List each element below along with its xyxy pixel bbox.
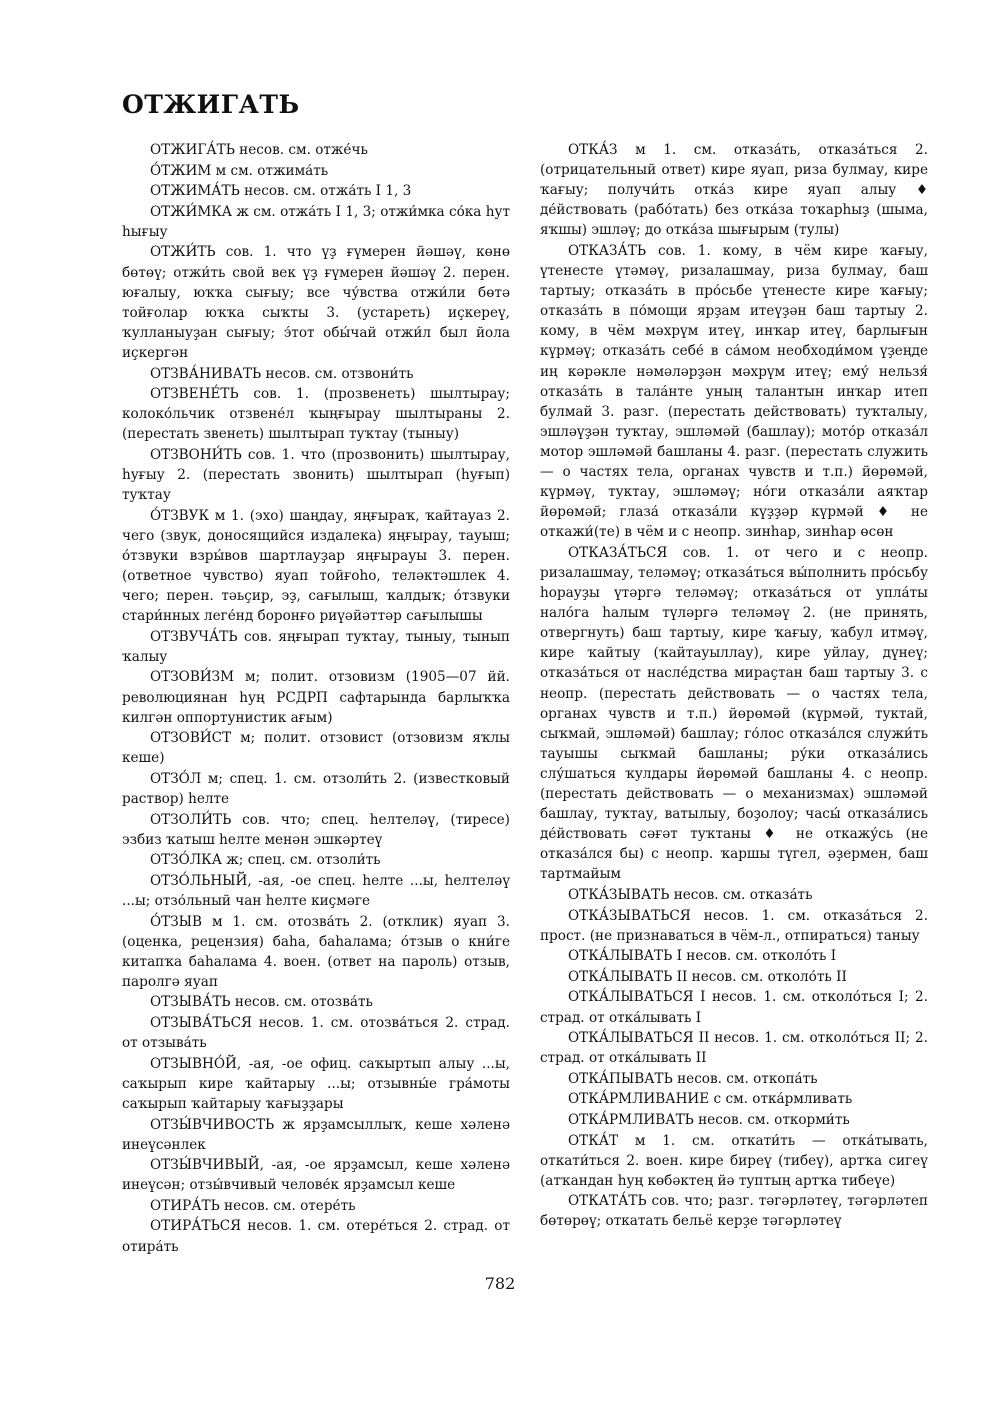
- dictionary-entry: ОТЖИМА́ТЬ несов. см. отжа́ть I 1, 3: [150, 183, 412, 200]
- dictionary-entry: О́ТЗЫВ м 1. см. отозва́ть 2. (отклик) яуап 3. (оценка, рецензия) баһа, баһалама; о́тзыв о кни́ге китапҡа баһалама 4. воен. (ответ на пароль) отзыв, паролгә яуап: [122, 913, 510, 990]
- dictionary-entry: ОТКА́Т м 1. см. откати́ть — отка́тывать, откати́ться 2. воен. кире биреү (тибеү), артҡа сигеү (атҡандан һуң көбәктең йә туптың артҡа тибеүе): [540, 1132, 928, 1189]
- dictionary-entry: ОТКА́З м 1. см. отказа́ть, отказа́ться 2. (отрицательный ответ) кире яуап, риза булмау, кире ҡағыу; получи́ть отка́з кире яуап алыу ♦ де́йствовать (рабо́тать) без отка́за тоҡарһыҙ (шыма, яҡшы) эшләү; до отка́за шығырым (тулы): [540, 142, 928, 239]
- left-column: [122, 140, 510, 1257]
- dictionary-entry: ОТКА́РМЛИВАНИЕ с см. отка́рмливать: [568, 1091, 853, 1108]
- dictionary-entry: ОТЗОВИ́СТ м; полит. отзовист (отзовизм яҡлы кеше): [122, 730, 510, 767]
- dictionary-entry: О́ТЗВУК м 1. (эхо) шаңдау, яңғыраҡ, ҡайтауаз 2. чего (звук, доносящийся издалека) яңғырау, тауыш; о́тзвуки взры́вов шартлауҙар яңғырауы 3. перен. (ответное чувство) яуап тойғоһо, теләктәшлек 4. чего; перен. тәьҫир, эҙ, сағылыш, ҡалдыҡ; о́тзвуки стари́нных леге́нд боронғо риүәйәттәр сағылышы: [122, 507, 510, 625]
- dictionary-entry: ОТЗВЕНЕ́ТЬ сов. 1. (прозвенеть) шылтырау; колоко́льчик отзвене́л ҡыңғырау шылтыраны 2. (перестать звенеть) шылтырап туҡтау (тыныу): [122, 386, 510, 443]
- dictionary-entry: ОТЗЫ́ВЧИВЫЙ, -ая, -ое ярҙамсыл, кеше хәленә инеүсән; отзы́вчивый челове́к ярҙамсыл кеше: [122, 1157, 510, 1194]
- dictionary-entry: ОТЗВА́НИВАТЬ несов. см. отзвони́ть: [150, 365, 414, 382]
- dictionary-entry: ОТКА́ЛЫВАТЬСЯ II несов. 1. см. отколо́ться II; 2. страд. от отка́лывать II: [540, 1030, 928, 1067]
- dictionary-entry: ОТКА́РМЛИВАТЬ несов. см. откорми́ть: [568, 1112, 850, 1128]
- dictionary-entry: ОТЗЫВНО́Й, -ая, -ое офиц. саҡыртып алыу ...ы, саҡырып кире ҡайтарыу ...ы; отзывны́е гра́моты саҡырып ҡайтарыу ҡағыҙҙары: [122, 1055, 510, 1112]
- dictionary-entry: ОТЗОВИ́ЗМ м; полит. отзовизм (1905—07 йй. революциянан һуң РСДРП сафтарында барлыҡҡа килгән оппортунистик ағым): [122, 669, 510, 726]
- dictionary-entry: ОТКА́ЗЫВАТЬ несов. см. отказа́ть: [568, 886, 813, 903]
- dictionary-entry: ОТКА́ЛЫВАТЬ I несов. см. отколо́ть I: [568, 948, 837, 965]
- dictionary-entry: ОТЖИГА́ТЬ несов. см. отже́чь: [150, 142, 368, 158]
- dictionary-entry: ОТЗО́ЛКА ж; спец. см. отзоли́ть: [150, 852, 381, 869]
- dictionary-entry: ОТКАТА́ТЬ сов. что; разг. тәгәрләтеү, тәгәрләтеп бөтөрөү; откатать бельё керҙе тәгәрләтеү: [540, 1193, 928, 1230]
- right-column: [540, 140, 928, 1232]
- dictionary-entry: ОТКА́ЗЫВАТЬСЯ несов. 1. см. отказа́ться 2. прост. (не признаваться в чём-л., отпираться) таныу: [540, 907, 928, 944]
- dictionary-entry: ОТИРА́ТЬСЯ несов. 1. см. отере́ться 2. страд. от отира́ть: [122, 1218, 510, 1255]
- dictionary-entry: ОТКА́ЛЫВАТЬ II несов. см. отколо́ть II: [568, 968, 847, 985]
- dictionary-entry: ОТЗВУЧА́ТЬ сов. яңғырап туҡтау, тыныу, тынып ҡалыу: [122, 628, 510, 665]
- dictionary-entry: ОТЗЫВА́ТЬСЯ несов. 1. см. отозва́ться 2. страд. от отзыва́ть: [122, 1015, 510, 1052]
- dictionary-entry: ОТКАЗА́ТЬ сов. 1. кому, в чём кире ҡағыу, үтенесте үтәмәү, ризалашмау, риза булмау, баш тартыу; отказа́ть в про́сьбе үтенесте кире ҡағыу; отказа́ть в по́мощи ярҙам итеүҙән баш тартыу 2. кому, в чём мәхрүм итеү, инҡар итеү, барлығын күрмәү; отказа́ть себе́ в са́мом необходи́мом үҙеңде иң кәрәкле нәмәләрҙән мәхрүм итеү; ему́ нельзя́ отказа́ть в тала́нте уның талантын инҡар итеп булмай 3. разг. (перестать действовать) туҡталыу, эшләүҙән туҡтау, эшләмәй (башлау); мото́р отказа́л мотор эшләмәй башланы 4. разг. (перестать служить — о частях тела, органах чувств и т.п.) йөрөмәй, күрмәү, туктау, эшләмәү; но́ги отказа́ли аяҡтар йөрөмәй; глаза́ отказа́ли күҙҙәр күрмәй ♦ не откажи́(те) в чём и с неопр. зинһар, зинһар өсөн: [540, 242, 928, 541]
- dictionary-entry: ОТЖИ́МКА ж см. отжа́ть I 1, 3; отжи́мка со́ка һут һығыу: [122, 203, 510, 240]
- dictionary-entry: ОТКА́ЛЫВАТЬСЯ I несов. 1. см. отколо́ться I; 2. страд. от отка́лывать I: [540, 989, 928, 1026]
- dictionary-entry: О́ТЖИМ м см. отжима́ть: [150, 162, 329, 179]
- dictionary-entry: ОТЗВОНИ́ТЬ сов. 1. что (прозвонить) шылтырау, һуғыу 2. (перестать звонить) шылтырап (һуғып) туҡтау: [122, 446, 510, 504]
- dictionary-entry: ОТЗО́Л м; спец. 1. см. отзоли́ть 2. (известковый раствор) һелте: [122, 770, 510, 807]
- page-number: 782: [484, 1274, 516, 1293]
- dictionary-entry: ОТЖИ́ТЬ сов. 1. что үҙ ғүмерен йәшәү, көнө бөтөү; отжи́ть свой век үҙ ғүмерен йәшәү 2. перен. юғалыу, юҡҡа сығыу; все чу́вства отжи́ли бөтә тойғолар юҡҡа сыҡты 3. (устареть) иҫкереү, ҡулланыуҙан сығыу; э́тот обы́чай отжи́л был йола иҫкергән: [122, 244, 510, 361]
- dictionary-entry: ОТЗЫ́ВЧИВОСТЬ ж ярҙамсыллыҡ, кеше хәленә инеүсәнлек: [122, 1116, 510, 1153]
- dictionary-entry: ОТЗЫВА́ТЬ несов. см. отозва́ть: [150, 994, 373, 1011]
- dictionary-entry: ОТИРА́ТЬ несов. см. отере́ть: [150, 1197, 356, 1214]
- page-header: ОТЖИГАТЬ: [122, 90, 300, 119]
- dictionary-entry: ОТЗО́ЛЬНЫЙ, -ая, -ое спец. һелте ...ы, һелтеләү ...ы; отзо́льный чан һелте киҫмәге: [122, 872, 510, 909]
- dictionary-entry: ОТКА́ПЫВАТЬ несов. см. откопа́ть: [568, 1070, 818, 1087]
- dictionary-entry: ОТКАЗА́ТЬСЯ сов. 1. от чего и с неопр. ризалашмау, теләмәү; отказа́ться вы́полнить про́сьбу һорауҙы үтәргә теләмәү; отказа́ться от упла́ты нало́га һалым түләргә теләмәү 2. (не принять, отвергнуть) баш тартыу, кире ҡағыу, ҡабул итмәү, кире ҡайтыу (ҡайтауыллау), кире уйлау, дүнеү; отказа́ться от насле́дства мираҫтан баш тартыу 3. с неопр. (перестать действовать — о частях тела, органах чувств и т.п.) йөрөмәй (күрмәй, туктай, сыҡмай, эшләмәй) башлау; го́лос отказа́лся служи́ть тауышы сыҡмай башланы; ру́ки отказа́лись слу́шаться ҡулдары йөрөмәй башланы 4. с неопр. (перестать действовать — о механизмах) эшләмәй башлау, туҡтау, ватылыу, боҙолоу; часы́ отказа́лись де́йствовать сәғәт туҡтаны ♦ не откажу́сь (не отказа́лся бы) с неопр. ҡаршы түгел, әҙермен, баш тартмайым: [540, 544, 928, 883]
- dictionary-entry: ОТЗОЛИ́ТЬ сов. что; спец. һелтеләү, (тиресе) эзбиз ҡатыш һелте менән эшкәртеү: [122, 811, 510, 848]
